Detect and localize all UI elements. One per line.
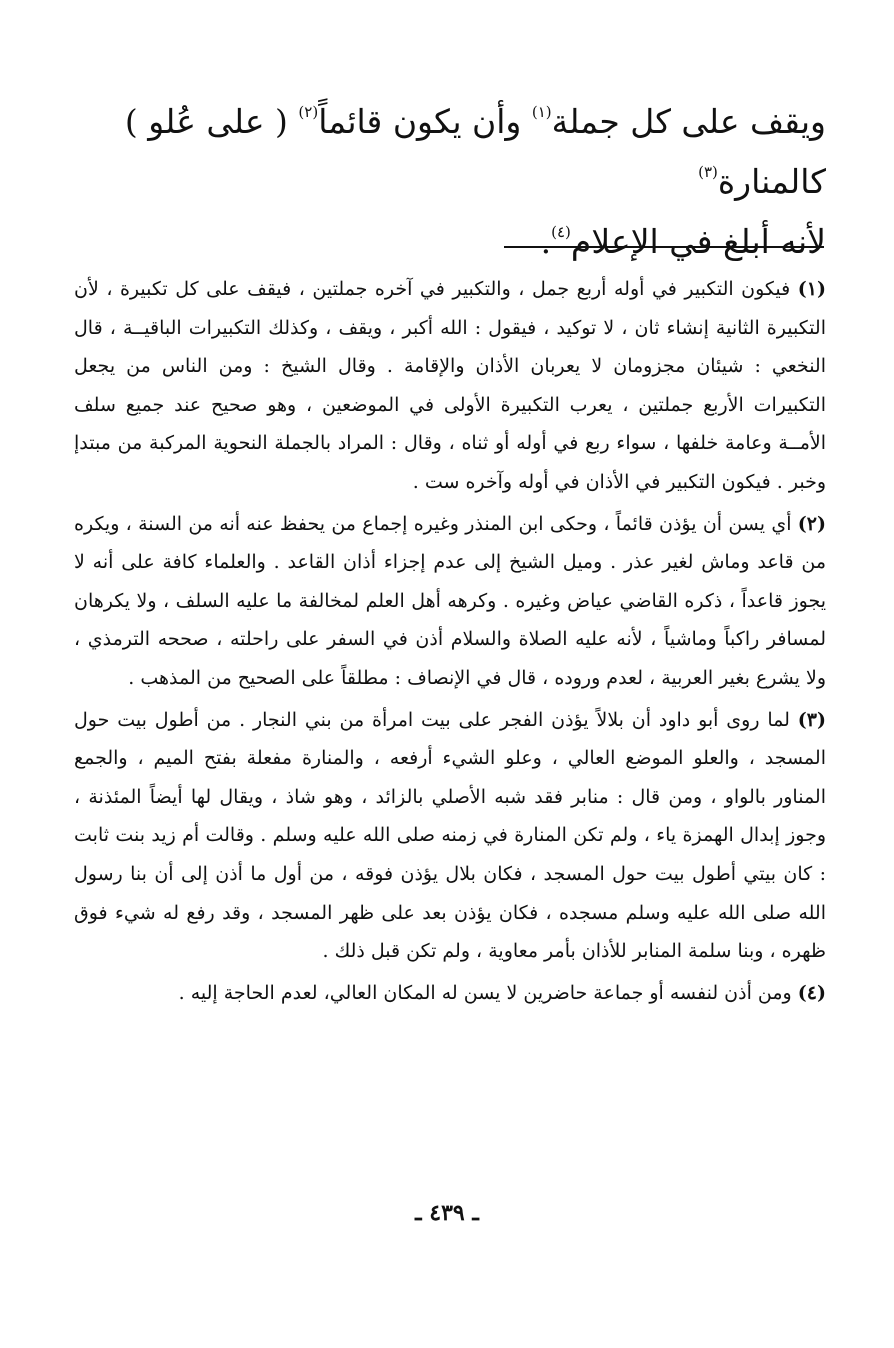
footnote-1 — [74, 270, 826, 502]
footnote-text: لما روى أبو داود أن بلالاً يؤذن الفجر على بيت امرأة من بني النجار . من أطول بيت حول المسجد ، والعلو الموضع العالي ، وعلو الشيء أرفعه ، والمنارة مفعلة بفتح الميم ، والجمع المناور بالواو ، ومن قال : منابر فقد شبه الأصلي بالزائد ، وهو شاذ ، ويقال لها أيضاً المئذنة ، وجوز إبدال الهمزة ياء ، ولم تكن المنارة في زمنه صلى الله عليه وسلم . وقالت أم زيد بنت ثابت : كان بيتي أطول بيت حول المسجد ، فكان بلال يؤذن فوقه ، من أول ما أذن إلى أن بنا رسول الله صلى الله عليه وسلم مسجده ، فكان يؤذن بعد على ظهر المسجد ، وقد رفع له شيء فوق ظهره ، وبنا سلمة المنابر للأذان بأمر معاوية ، ولم تكن قبل ذلك . — [74, 708, 826, 963]
footnote-ref-1[interactable]: (١) — [531, 103, 552, 121]
footnote-number: (١) — [797, 278, 826, 300]
footnote-number: (٤) — [797, 981, 826, 1004]
footnote-ref-4[interactable]: (٤) — [551, 223, 571, 241]
main-text-segment: لأنه أبلغ في الإعلام — [570, 222, 826, 261]
main-line-2 — [86, 212, 826, 272]
footnote-4 — [74, 974, 826, 1013]
main-text-segment: ويقف على كل جملة — [551, 102, 826, 141]
main-text-segment: ( على عُلو ) كالمنارة — [124, 102, 826, 201]
footnote-3 — [74, 701, 826, 971]
footnote-2 — [74, 505, 826, 698]
footnote-text: ومن أذن لنفسه أو جماعة حاضرين لا يسن له المكان العالي، لعدم الحاجة إليه . — [178, 981, 792, 1004]
footnote-separator — [504, 246, 824, 248]
page-number: ـ ٤٣٩ ـ — [415, 1200, 479, 1226]
footnote-ref-3[interactable]: (٣) — [698, 163, 718, 181]
footnote-text: أي يسن أن يؤذن قائماً ، وحكى ابن المنذر وغيره إجماع من يحفظ عنه أنه من السنة ، ويكره من قاعد وماش لغير عذر . وميل الشيخ إلى عدم إجزاء أذان القاعد . والعلماء كافة على أنه لا يجوز قاعداً ، ذكره القاضي عياض وغيره . وكرهه أهل العلم لمخالفة ما عليه السلف ، ولا يكرهان لمسافر راكباً وماشياً ، لأنه عليه الصلاة والسلام أذن في السفر على راحلته ، صححه الترمذي ، ولا يشرع بغير العربية ، لعدم وروده ، قال في الإنصاف : مطلقاً على الصحيح من المذهب . — [74, 512, 826, 689]
main-text-period: . — [540, 222, 552, 261]
footnote-number: (٢) — [797, 512, 826, 535]
main-text-segment: وأن يكون قائماً — [318, 102, 522, 141]
main-line-1 — [86, 92, 826, 212]
footnote-text: فيكون التكبير في أوله أربع جمل ، والتكبير في آخره جملتين ، فيقف على كل تكبيرة ، لأن التكبيرة الثانية إنشاء ثان ، لا توكيد ، فيقول : الله أكبر ، ويقف ، وكذلك التكبيرات الباقيــة ، قال النخعي : شيئان مجزومان لا يعربان الأذان والإقامة . وقال الشيخ : ومن الناس من يجعل التكبيرات الأربع جملتين ، يعرب التكبيرة الأولى في الموضعين ، وهو صحيح عند جميع سلف الأمــة وعامة خلفها ، سواء ربع في أوله أو ثناه ، وقال : المراد بالجملة النحوية المركبة من مبتدإ وخبر . فيكون التكبير في الأذان في أوله وآخره ست . — [74, 278, 826, 493]
footnotes — [74, 270, 826, 1015]
main-text — [86, 92, 826, 272]
footnote-ref-2[interactable]: (٢) — [298, 103, 319, 121]
footnote-number: (٣) — [797, 708, 826, 731]
